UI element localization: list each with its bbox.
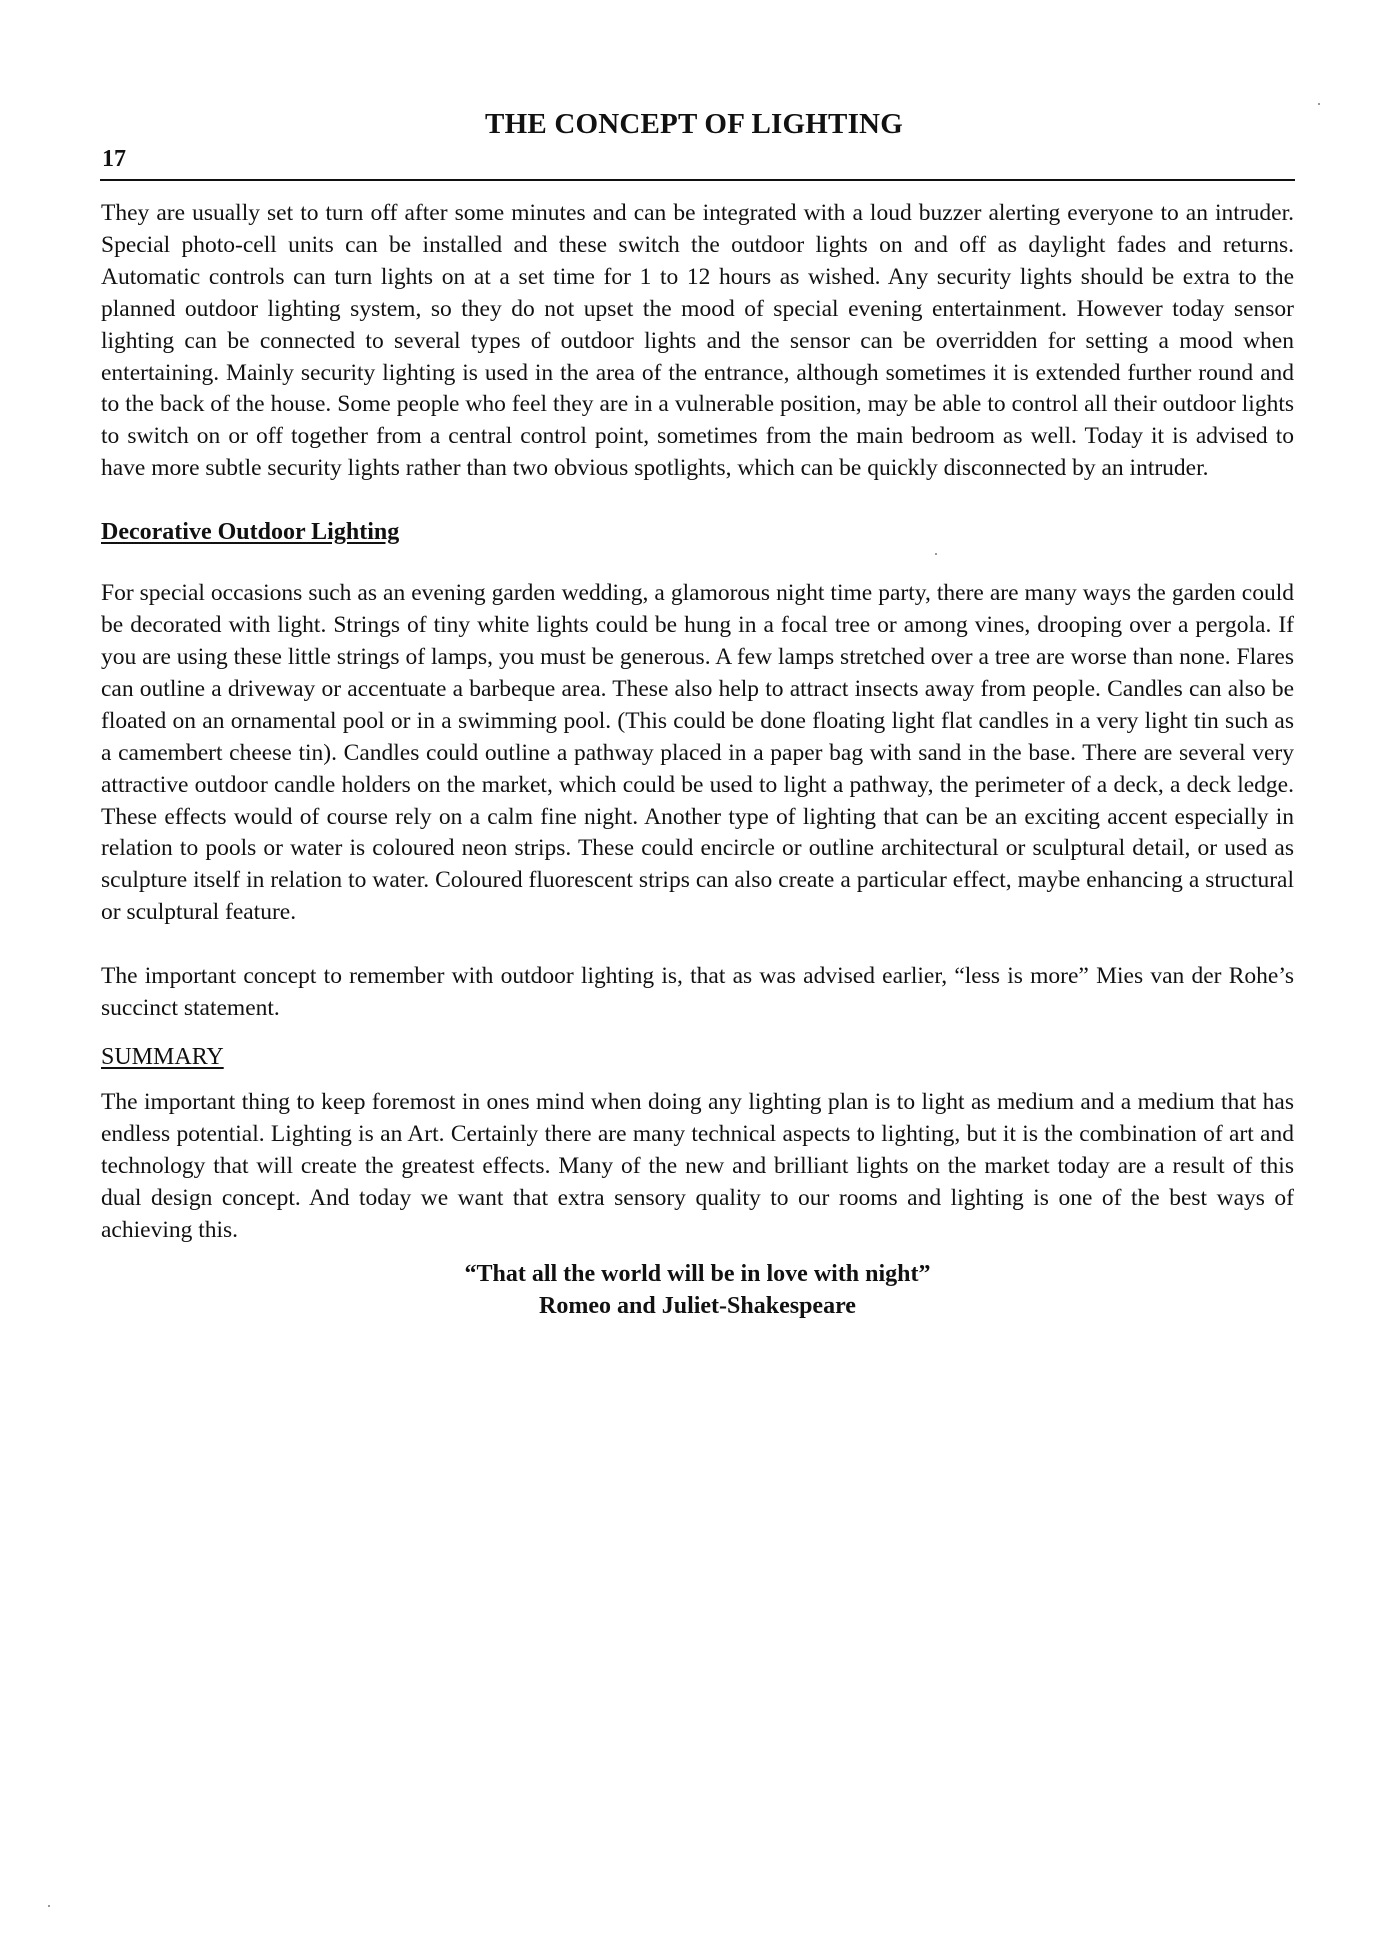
summary-paragraph: The important thing to keep foremost in ones mind when doing any lighting plan is to light as medium and a medium that has endless potential. Lighting is an Art. Certainly there are many technical aspects to lighting, but it is the combination of art and technology that will create the greatest effects. Many of the new and brilliant lights on the market today are a result of this dual design concept. And today we want that extra sensory quality to our rooms and lighting is one of the best ways of achieving this. [101, 1088, 1294, 1243]
decorative-lighting-heading: Decorative Outdoor Lighting [101, 519, 400, 546]
summary-heading: SUMMARY [101, 1043, 224, 1070]
quote-line: “That all the world will be in love with night” [464, 1261, 931, 1288]
less-is-more-paragraph: The important concept to remember with outdoor lighting is, that as was advised earlier, “less is more” Mies van der Rohe’s succinct statement. [101, 963, 1294, 1022]
page-number: 17 [102, 146, 126, 172]
document-body [101, 198, 1294, 1322]
security-lighting-paragraph: They are usually set to turn off after some minutes and can be integrated with a loud buzzer alerting everyone to an intruder. Special photo-cell units can be installed and these switch the outdoor lights on and off as daylight fades and returns. Automatic controls can turn lights on at a set time for 1 to 12 hours as wished. Any security lights should be extra to the planned outdoor lighting system, so they do not upset the mood of special evening entertainment. However today sensor lighting can be connected to several types of outdoor lights and the sensor can be overridden for setting a mood when entertaining. Mainly security lighting is used in the area of the entrance, although sometimes it is extended further round and to the back of the house. Some people who feel they are in a vulnerable position, may be able to control all their outdoor lights to switch on or off together from a central control point, sometimes from the main bedroom as well. Today it is advised to have more subtle security lights rather than two obvious spotlights, which can be quickly disconnected by an intruder. [101, 200, 1294, 482]
decorative-lighting-paragraph: For special occasions such as an evening garden wedding, a glamorous night time party, there are many ways the garden could be decorated with light. Strings of tiny white lights could be hung in a focal tree or among vines, drooping over a pergola. If you are using these little strings of lamps, you must be generous. A few lamps stretched over a tree are worse than none. Flares can outline a driveway or accentuate a barbeque area. These also help to attract insects away from people. Candles can also be floated on an ornamental pool or in a swimming pool. (This could be done floating light flat candles in a very light tin such as a camembert cheese tin). Candles could outline a pathway placed in a paper bag with sand in the base. There are several very attractive outdoor candle holders on the market, which could be used to light a pathway, the perimeter of a deck, a deck ledge. These effects would of course rely on a calm fine night. Another type of lighting that can be an exciting accent especially in relation to pools or water is coloured neon strips. These could encircle or outline architectural or sculptural detail, or used as sculpture itself in relation to water. Coloured fluorescent strips can also create a particular effect, maybe enhancing a structural or sculptural feature. [101, 580, 1294, 926]
page-title: THE CONCEPT OF LIGHTING [485, 108, 903, 140]
scan-speck [935, 553, 937, 555]
closing-quote [101, 1258, 1294, 1322]
quote-attribution: Romeo and Juliet-Shakespeare [539, 1293, 856, 1320]
scan-speck [1318, 103, 1320, 105]
header-rule [100, 179, 1295, 181]
scan-speck [48, 1905, 50, 1907]
